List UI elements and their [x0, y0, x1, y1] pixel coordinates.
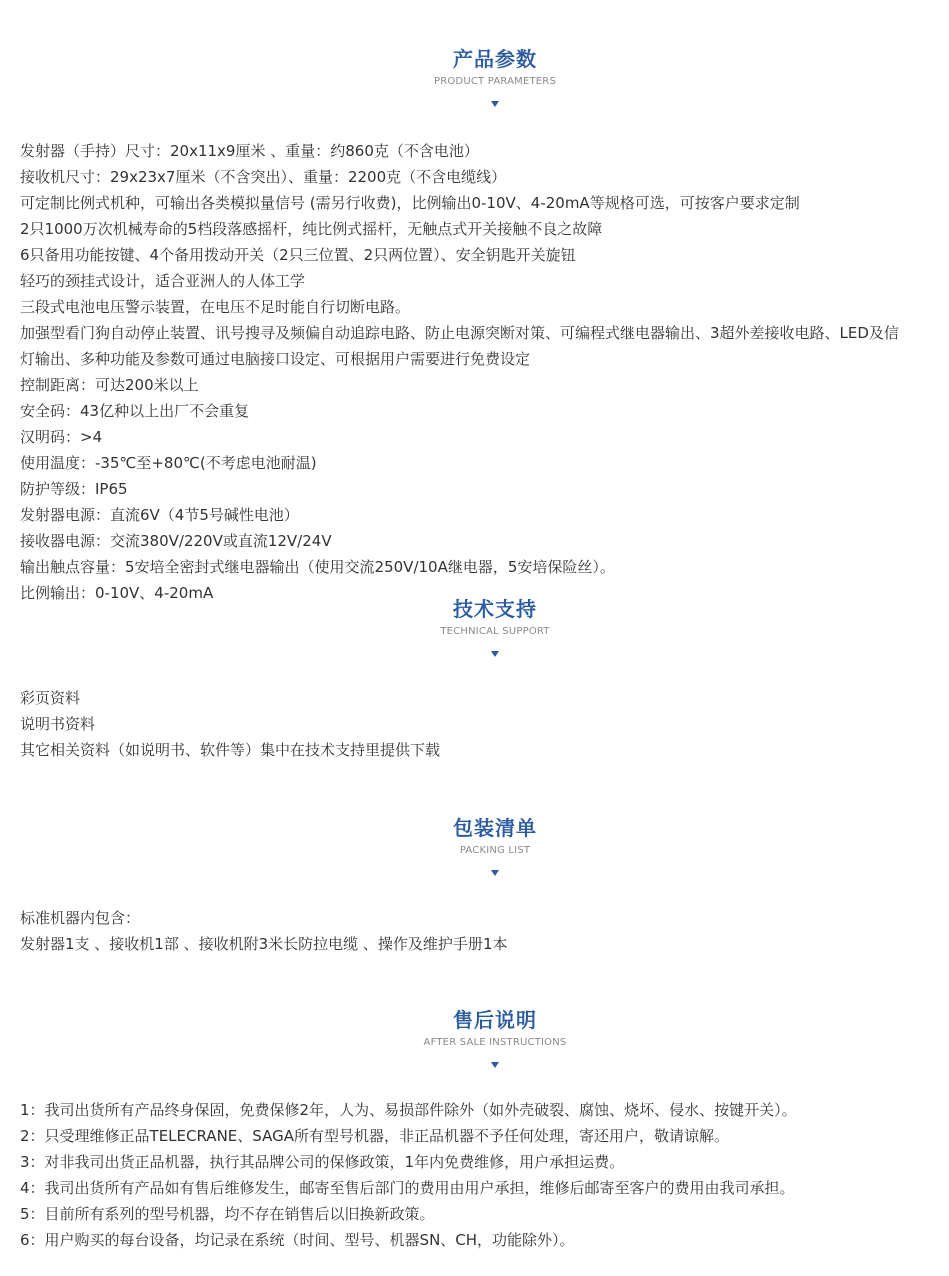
section-header-packing	[0, 815, 949, 876]
params-line: 发射器电源：直流6V（4节5号碱性电池）	[20, 506, 299, 524]
section-title-packing: 包装清单	[453, 816, 537, 840]
section-subtitle-params: PRODUCT PARAMETERS	[433, 76, 557, 87]
params-list	[20, 138, 949, 606]
support-list	[20, 685, 949, 763]
params-line: 安全码：43亿种以上出厂不会重复	[20, 402, 250, 420]
params-line: 接收机尺寸：29x23x7厘米（不含突出）、重量：2200克（不含电缆线）	[20, 168, 507, 186]
params-line: 输出触点容量：5安培全密封式继电器输出（使用交流250V/10A继电器，5安培保险丝）。	[20, 558, 615, 576]
section-subtitle-aftersale: AFTER SALE INSTRUCTIONS	[423, 1037, 567, 1048]
params-line: 使用温度：-35℃至+80℃(不考虑电池耐温)	[20, 454, 317, 472]
triangle-down-icon	[491, 870, 499, 876]
aftersale-line: 2：只受理维修正品TELECRANE、SAGA所有型号机器，非正品机器不予任何处理，寄还用户，敬请谅解。	[20, 1127, 729, 1145]
support-line: 彩页资料	[20, 689, 81, 707]
aftersale-line: 3：对非我司出货正品机器，执行其品牌公司的保修政策，1年内免费维修，用户承担运费。	[20, 1153, 625, 1171]
packing-list	[20, 905, 949, 957]
section-title-aftersale: 售后说明	[453, 1008, 537, 1032]
aftersale-line: 6：用户购买的每台设备，均记录在系统（时间、型号、机器SN、CH，功能除外）。	[20, 1231, 575, 1249]
section-header-support	[0, 596, 949, 657]
section-header-aftersale	[0, 1007, 949, 1068]
params-line: 发射器（手持）尺寸：20x11x9厘米 、重量：约860克（不含电池）	[20, 142, 479, 160]
params-line: 2只1000万次机械寿命的5档段落感摇杆，纯比例式摇杆，无触点式开关接触不良之故障	[20, 220, 603, 238]
aftersale-list	[20, 1097, 949, 1253]
aftersale-line: 1：我司出货所有产品终身保固，免费保修2年，人为、易损部件除外（如外壳破裂、腐蚀、烧坏、侵水、按键开关）。	[20, 1101, 797, 1119]
section-title-support: 技术支持	[453, 597, 537, 621]
triangle-down-icon	[491, 101, 499, 107]
triangle-down-icon	[491, 1062, 499, 1068]
section-subtitle-packing: PACKING LIST	[459, 845, 531, 856]
params-line: 比例输出：0-10V、4-20mA	[20, 584, 214, 602]
params-line: 接收器电源：交流380V/220V或直流12V/24V	[20, 532, 332, 550]
support-line: 其它相关资料（如说明书、软件等）集中在技术支持里提供下载	[20, 741, 441, 759]
params-line: 灯输出、多种功能及参数可通过电脑接口设定、可根据用户需要进行免费设定	[20, 350, 531, 368]
params-line: 防护等级：IP65	[20, 480, 128, 498]
packing-line: 标准机器内包含：	[20, 909, 141, 927]
params-line: 控制距离：可达200米以上	[20, 376, 199, 394]
aftersale-line: 4：我司出货所有产品如有售后维修发生，邮寄至售后部门的费用由用户承担，维修后邮寄至客户的费用由我司承担。	[20, 1179, 795, 1197]
params-line: 加强型看门狗自动停止装置、讯号搜寻及频偏自动追踪电路、防止电源突断对策、可编程式继电器输出、3超外差接收电路、LED及信	[20, 324, 899, 342]
section-subtitle-support: TECHNICAL SUPPORT	[440, 626, 550, 637]
aftersale-line: 5：目前所有系列的型号机器，均不存在销售后以旧换新政策。	[20, 1205, 435, 1223]
params-line: 三段式电池电压警示装置，在电压不足时能自行切断电路。	[20, 298, 411, 316]
support-line: 说明书资料	[20, 715, 96, 733]
params-line: 轻巧的颈挂式设计，适合亚洲人的人体工学	[20, 272, 306, 290]
params-line: 可定制比例式机种，可输出各类模拟量信号 (需另行收费)，比例输出0-10V、4-20mA等规格可选，可按客户要求定制	[20, 194, 800, 212]
packing-line: 发射器1支 、接收机1部 、接收机附3米长防拉电缆 、操作及维护手册1本	[20, 935, 508, 953]
section-title-params: 产品参数	[453, 47, 537, 71]
params-line: 汉明码：>4	[20, 428, 103, 446]
triangle-down-icon	[491, 651, 499, 657]
section-header-params	[0, 46, 949, 107]
params-line: 6只备用功能按键、4个备用拨动开关（2只三位置、2只两位置）、安全钥匙开关旋钮	[20, 246, 576, 264]
